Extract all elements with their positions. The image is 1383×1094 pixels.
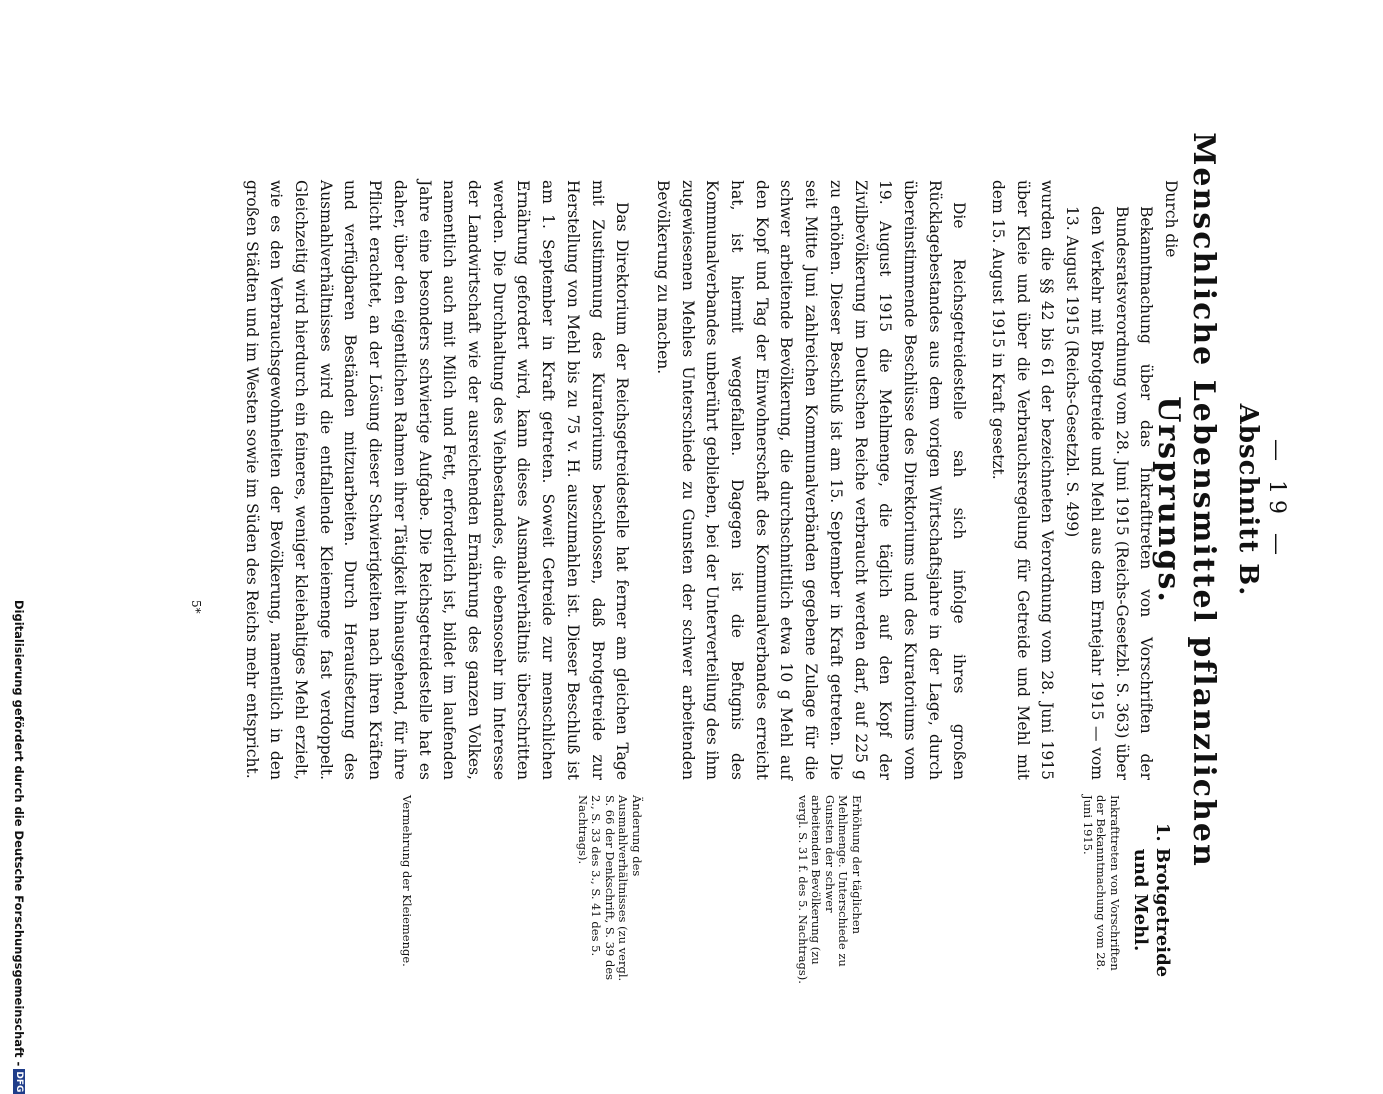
credit-text: Digitalisierung gefördert durch die Deutsche Forschungsgemeinschaft - (12, 600, 26, 1067)
page-number: — 19 — (1264, 439, 1289, 561)
main-text-column (239, 180, 1183, 780)
signature-mark: 5* (189, 600, 203, 614)
paragraph-2: Die Reichsgetreidestelle sah sich infolge ihres großen Rücklagebestandes aus dem vorigen Wirtschaftsjahre in der Lage, durch übereinstimmende Beschlüsse des Direktoriums und des Kuratoriums vom 19. August 1915 die Mehlmenge, die täglich auf den Kopf der Zivilbevölkerung im Deutschen Reiche verbraucht werden darf, auf 225 g zu erhöhen. Dieser Beschluß ist am 15. September in Kraft getreten. Die seit Mitte Juni zahlreichen Kommunalverbänden gegebene Zulage für die schwer arbeitende Bevölkerung, die durchschnittlich etwa 10 g Mehl auf den Kopf und Tag der Einwohnerschaft des Kommunalverbandes erreicht hat, ist hiermit weggefallen. Dagegen ist die Befugnis des Kommunalverbandes unberührt geblieben, bei der Unterverteilung des ihm zugewiesenen Mehles Unterschiede zu Gunsten der schwer arbeitenden Bevölkerung zu machen. (653, 180, 969, 780)
margin-note-1: Inkrafttreten von Vorschriften der Bekanntmachung vom 28. Juni 1915. (1081, 795, 1122, 971)
section-heading: Abschnitt B. (1233, 403, 1263, 597)
decree-citation: Bekanntmachung über das Inkrafttreten von Vorschriften der Bundesratsverordnung vom 28. Juni 1915 (Reichs-Gesetzbl. S. 363) über den Verkehr mit Brotgetreide und Mehl aus dem Erntejahr 1915 — vom 13. August 1915 (Reichs-Gesetzbl. S. 499) (1063, 206, 1156, 780)
margin-note-4: Vermehrung der Kleiemenge. (400, 795, 414, 967)
paragraph-3: Das Direktorium der Reichsgetreidestelle hat ferner am gleichen Tage mit Zustimmung des Kuratoriums beschlossen, daß Brotgetreide zur Herstellung von Mehl bis zu 75 v. H. auszumahlen ist. Dieser Beschluß ist am 1. September in Kraft getreten. Soweit Getreide zur menschlichen Ernährung gefordert wird, kann dieses Ausmahlverhältnis überschritten werden. Die Durchhaltung des Viehbestandes, die ebensosehr im Interesse der Landwirtschaft wie der ausreichenden Ernährung des ganzen Volkes, namentlich auch mit Milch und Fett, erforderlich ist, bildet im laufenden Jahre eine besonders schwierige Aufgabe. Die Reichsgetreidestelle hat es daher, über den eigentlichen Rahmen ihrer Tätigkeit hinausgehend, für ihre Pflicht erachtet, an der Lösung dieser Schwierigkeiten nach ihren Kräften und verfügbaren Beständen mitzuarbeiten. Durch Heraufsetzung des Ausmahlverhältnisses wird die entfallende Kleiemenge fast verdoppelt. Gleichzeitig wird hierdurch ein feineres, weniger kleiehaltiges Mehl erzielt, wie es den Verbrauchsgewohnheiten der Bevölkerung, namentlich in den großen Städten und im Westen sowie im Süden des Reichs mehr entspricht. (242, 180, 632, 780)
page-title: Menschliche Lebensmittel pflanzlichen Ursprungs. (1151, 132, 1221, 868)
paragraph-1: wurden die §§ 42 bis 61 der bezeichneten Verordnung vom 28. Juni 1915 über Kleie und über die Verbrauchsregelung für Getreide und Mehl mit dem 15. August 1915 in Kraft gesetzt. (989, 180, 1057, 780)
margin-note-2: Erhöhung der täglichen Mehlmenge. Unterschiede zu Gunsten der schwer arbeitenden Bevölkerung (zu vergl. S. 31 f. des 5. Nachtrags). (796, 795, 864, 984)
margin-heading: 1. Brotgetreide und Mehl. (1130, 822, 1173, 978)
dfg-logo-icon: DFG (14, 1071, 24, 1093)
margin-note-3: Änderung des Ausmahlverhältnisses (zu vergl. S. 66 der Denkschrift, S. 39 des 2., S. 33 des 3., S. 41 des 5. Nachtrags). (576, 795, 644, 982)
intro-line: Durch die (1162, 180, 1180, 258)
footer-strip (0, 0, 30, 1093)
digitization-credit (12, 600, 26, 1094)
